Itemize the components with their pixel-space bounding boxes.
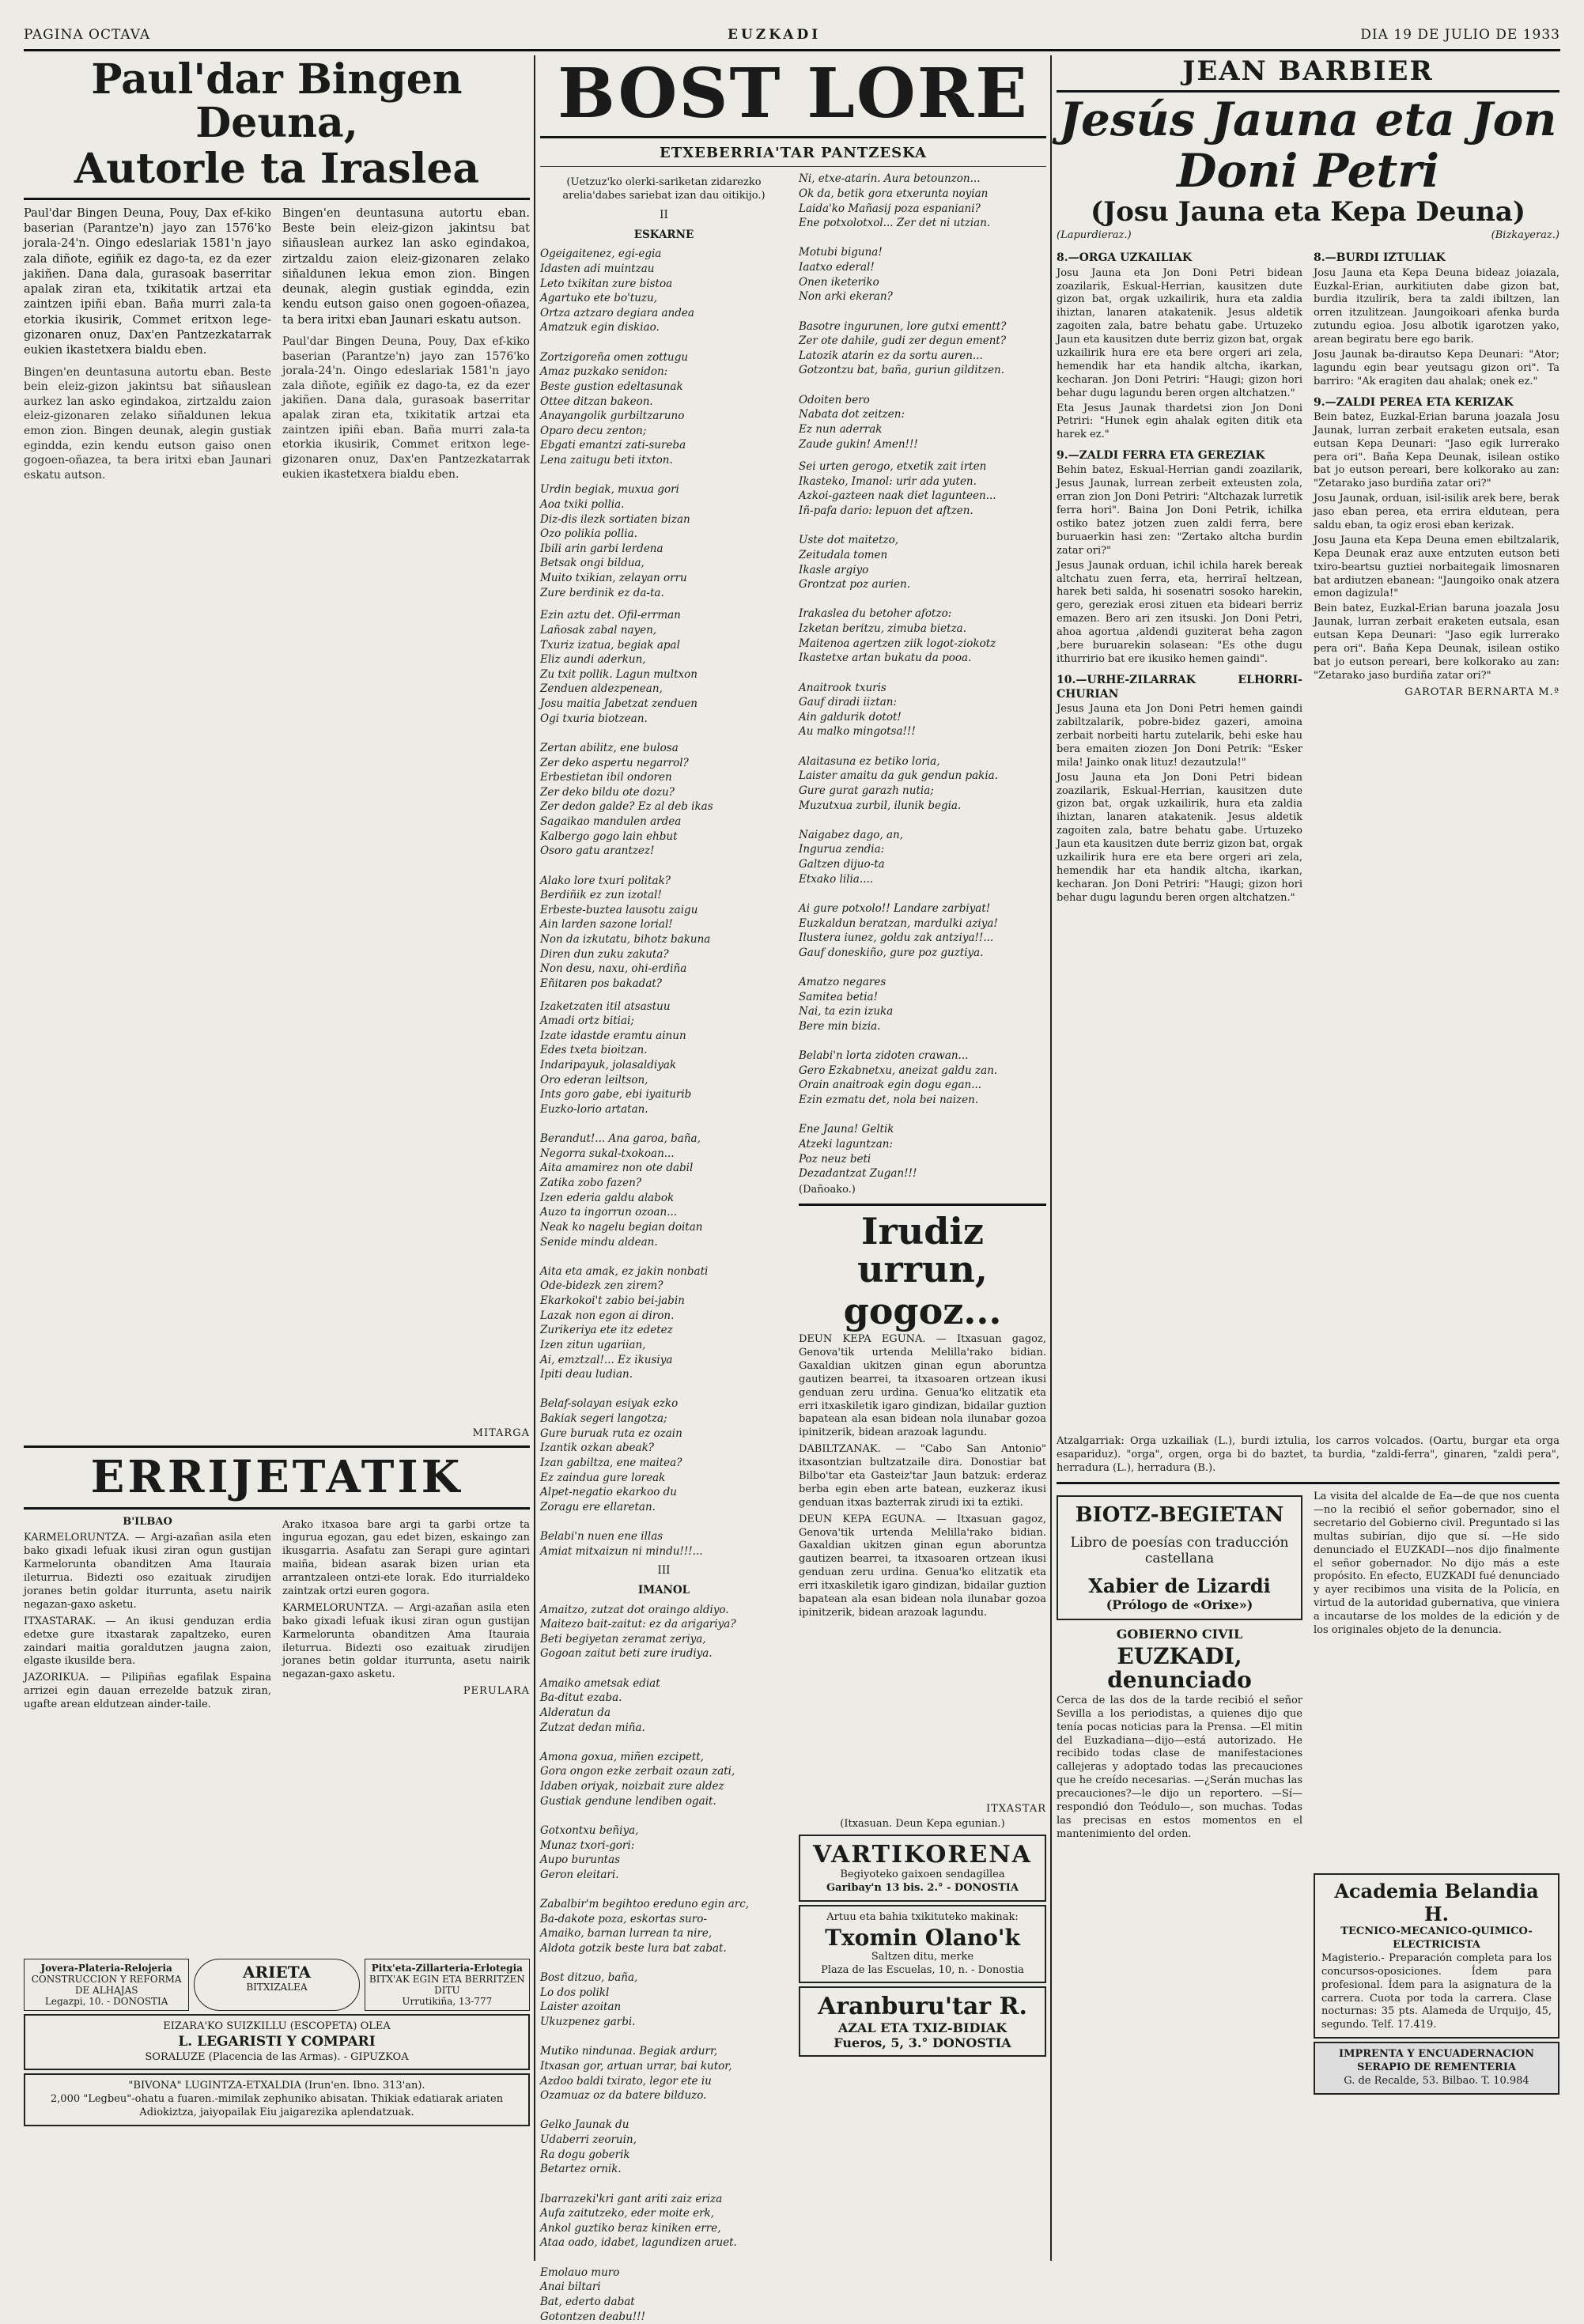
author-signature: PERULARA bbox=[463, 1685, 530, 1698]
dialect-tag: (Lapurdieraz.) bbox=[1057, 229, 1132, 242]
poem-title: BOST LORE bbox=[558, 54, 1029, 134]
ad-academia: Academia Belandia H. TECNICO-MECANICO-QUIMICO-ELECTRICISTA Magisterio.- Preparación completa para los concursos-oposiciones. Ídem para profesional. Ídem para la asignatura de la carrera. Cuota por toda la carrera. Clase nocturnas: 35 pts. Alameda de Urquijo, 45, segundo. Telf. 17.419. bbox=[1314, 1873, 1559, 2039]
divider bbox=[1057, 1482, 1559, 1484]
ad-imprenta: IMPRENTA Y ENCUADERNACION SERAPIO DE REMENTERIA G. de Recalde, 53. Bilbao. T. 10.984 bbox=[1314, 2042, 1559, 2095]
city-heading: B'ILBAO bbox=[123, 1515, 172, 1528]
section-title: ERRIJETATIK bbox=[90, 1450, 463, 1503]
poem-intro: (Uetzuz'ko olerki-sariketan zidarezko arelia'dabes sariebat izan dau oitikijo.) bbox=[562, 176, 766, 202]
article-paragraph: Paul'dar Bingen Deuna, Pouy, Dax ef-kiko baserian (Parantze'n) jayo zan 1576'ko jorala-24'n. Oingo edeslariak 1581'n jayo zala diñote, egiñik ez dago-ta, ez da ezer jakiñen. Dana dala, gurasoak baserritar apalak ziran eta, txikitatik artzai eta zaintzen ipiñi eban. Baña murri zala-ta etorkia ikusirik, Commet eritxon lege-gizonaren onuz, Dax'en Pantzezkatarrak eukien ikastetxera bialdu eben. bbox=[24, 206, 271, 357]
ad-txomin-olano: Artuu eta bahia txikituteko makinak: Txomin Olano'k Saltzen ditu, merke Plaza de las Escuelas, 10, n. - Donostia bbox=[799, 1905, 1046, 1984]
column-divider bbox=[534, 55, 535, 2261]
article-paragraph: Bingen'en deuntasuna autortu eban. Beste bein eleiz-gizon jakintsu bat siñauslean aurkez lan asko egindakoa, zirtzaldu zaion eleiz-gizonaren zelako siñaldunen lekua emon zion. Bingen deunak, alegin gustiak egindda, ezin kendu eutson gaiso onen gogoen-oñazea, ta bera iritxi eban Jaunari eskatu autson. bbox=[282, 206, 530, 327]
poem-stanzas: Izaketzaten itil atsastuu Amadi ortz bitiai; Izate idastde eramtu ainun Edes txeta bioitzan. Indaripayuk, jolasaldiyak Oro ederan leiltson, Ints goro gabe, ebi iyaiturib Euzko-lorio artatan. Berandut!... Ana garoa, baña, Negorra sukal-txokoan... Aita amamirez non ote dabil Zatika zobo fazen? Izen ederia galdu alabok Auzo ta ingorrun ozoan... Neak ko nagelu begian doitan Senide mindu aldean. Aita eta amak, ez jakin nonbati Ode-bidezk zen zirem? Ekarkokoi't zabio bei-jabin Lazak non egon ai diron. Zurikeriya ete itz edetez Izen zitun ugariian, Ai, emztzal!... Ez ikusiya Ipiti deau ludian. Belaf-solayan esiyak ezko Bakiak segeri langotza; Gure buruak ruta ez ozain Izantik ozkan abeak? Izan gabiltza, ene maitea? Ez zaindua gure loreak Alpet-negatio ekarkoo du Zoragu ere ellaretan. Belabi'n nuen ene illas Amiat mitxaizun ni mindu!!!... bbox=[540, 1000, 709, 1558]
issue-date: DIA 19 DE JULIO DE 1933 bbox=[1360, 27, 1560, 43]
ad-row bbox=[24, 1959, 530, 2011]
poem-author: ETXEBERRIA'TAR PANTZESKA bbox=[660, 145, 927, 162]
column-left bbox=[24, 55, 530, 2261]
article-title-line2: Doni Petri bbox=[1177, 143, 1439, 198]
article-title: Irudiz urrun, bbox=[857, 1210, 988, 1291]
poem-stanzas: Ezin aztu det. Ofil-errman Lañosak zabal nayen, Txuriz izatua, begiak apal Eliz aundi aderkun, Zu txit pollik. Lagun multxon Zenduen aldezpenean, Josu maitia Jabetzat zenduen Ogi txuria biotzean. Zertan abilitz, ene bulosa Zer deko aspertu negarrol? Erbestietan ibil ondoren Zer deko bildu ote dozu? Zer dedon galde? Ez al deb ikas Sagaikao mandulen ardea Kalbergo gogo lain ehbut Osoro gatu arantzez! Alako lore txuri politak? Berdiñik ez zun izotal! Erbeste-buztea lausotu zaigu Ain larden sazone lorial! Non da izkutatu, bihotz bakuna Diren dun zuku zakuta? Non desu, naxu, ohi-erdiña Eñitaren pos bakadat? bbox=[540, 609, 713, 990]
section-heading: 9.—ZALDI FERRA ETA GEREZIAK bbox=[1057, 449, 1265, 463]
ad-pitx: Pitx'eta-Zillarteria-Erlotegia BITX'AK EGIN ETA BERRITZEN DITU Urrutikiña, 13-777 bbox=[365, 1959, 530, 2011]
poem-stanzas: Ogeigaitenez, egi-egia Idasten adi muintzau Leto txikitan zure bistoa Agartuko ete bo'tuzu, Ortza aztzaro degiara andea Amatzuk egin diskiao. Zortzigoreña omen zottugu Amaz puzkako senidon: Beste gustion edeltasunak Ottee ditzan bakeon. Anayangolik gurbiltzaruno Oparo decu zenton; Ebgati emantzi zati-sureba Lena zaitugu beti itxton. Urdin begiak, muxua gori Aoa txiki pollia. Diz-dis ilezk sortiaten bizan Ozo polikia pollia. Ibili arin garbi lerdena Betsak ongi bildua, Muito txikian, zelayan orru Zure berdinik ez da-ta. bbox=[540, 248, 694, 599]
article-author: JEAN BARBIER bbox=[1057, 55, 1559, 93]
divider bbox=[540, 136, 1046, 138]
ad-aranburu: Aranburu'tar R. AZAL ETA TXIZ-BIDIAK Fueros, 5, 3.° DONOSTIA bbox=[799, 1986, 1046, 2057]
divider bbox=[24, 198, 530, 200]
text-lapurdi: 8.—ORGA UZKAILIAK Josu Jauna eta Jon Doni Petri bidean zoazilarik, Eskual-Herrian, kausitzen dute gizon bat, orgak uzkailirik, hura eta zaldia ihiztan, lanaren atakatenik. Jesus aldetik zagoiten zala, batre behatu gabe. Urtuzeko Jaun eta kausitzen dute berriz gizon bat, orgak uzkailirik hura ere eta bere orgeri ari zela, hemendik har eta handik altcha, ikarkan, kecharan. Jon Doni Petriri: "Haugi; gizon hori behar dugu lagundu beren orgen altchatzen." Eta Jesus Jaunak thardetsi zion Jon Doni Petriri: "Hunek egin ahalak egiten ditik eta harek ez." 9.—ZALDI FERRA ETA GEREZIAK Behin batez, Eskual-Herrian gandi zoazilarik, Jesus Jaunak, lurrean zerbeit exteusten zola, erran zion Jon Doni Petriri: "Altchazak lurretik ferra hori". Baina Jon Doni Petrik, ichilka ostiko batez jotzen zuen zaldi ferra, bere buruaerkin hasi zen: "Zertako altcha burdin zatar ori?" Jesus Jaunak orduan, ichil ichila harek bereak altchatu zuen ferra, eta, herriraï heltzean, harek beti salda, hi sosenatri sosoko harekin, gero, gereziak erosi zituen eta bideari berriz emazen. Bero ari zen itsuski. Jon Doni Petri, ahoa agortua ,aldendi guziterat beha zagon ,bere buruarekin solasean: "Es othe dugu ithurririo bat ere ikusiko hemen gaindi". 10.—URHE-ZILARRAK ELHORRI-CHURIAN Jesus Jauna eta Jon Doni Petri hemen gaindi zabiltzalarik, pobre-bidez gazeri, amoina zerbait norbeiti hartu zutelarik, behi eske hau bera emaiten ziozen Jon Doni Petrik: "Esker mila! Jainko onak lituz! dezautzula!" Josu Jauna eta Jon Doni Petri bidean zoazilarik, Eskual-Herrian, kausitzen dute gizon bat, orgak uzkailirik, hura eta zaldia ihiztan, lanaren atakatenik. Jesus aldetik zagoiten zala, batre behatu gabe. Urtuzeko Jaun eta kausitzen dute berriz gizon bat, orgak uzkailirik hura ere eta bere orgeri ari zela, hemendik har eta handik altcha, ikarkan, kecharan. Jon Doni Petriri: "Haugi; gizon hori behar dugu lagundu beren orgen altchatzen." bbox=[1057, 251, 1302, 904]
author-signature: ITXASTAR bbox=[985, 1803, 1046, 1816]
poem-stanzas: Amaitzo, zutzat dot oraingo aldiyo. Maitezo bait-zaitut: ez da arigariya? Beti begiyetan zeramat zeriya, Gogoan zaitut beti zure irudiya. Amaiko ametsak ediat Ba-ditut ezaba. Alderatun da Zutzat dedan miña. Amona goxua, miñen ezcipett, Gora ongon ezke zerbait ozaun zati, Idaben oriyak, noizbait zure aldez Gustiak gendune lendiben ogait. Gotxontxu beñiya, Munaz txori-gori: Aupo buruntas Geron eleitari. Zabalbir'm begihtoo ereduno egin arc, Ba-dakote poza, eskortas suro- Amaiko, barnan lurrean ta nire, Aldota gotzik beste lura bat zabat. Bost ditzuo, baña, Lo dos polikl Laister azoitan Ukuzpenez garbi. Mutiko nindunaa. Begiak ardurr, Itxasan gor, artuan urrar, bai kutor, Azdoo baldi txirato, legor ete iu Ozamuaz oz da batere bilduzo. Gelko Jaunak du Udaberri zeoruin, Ra dogu goberik Betartez ornik. Ibarrazeki'kri gant ariti zaiz eriza Aufa zaitutzeko, eder moite erk, Ankol guztiko beraz kiniken erre, Ataa oado, idabet, lagundizen aruet. Emolauo muro Anai biltari Bat, ederto dabat Gotontzen deabu!!! bbox=[540, 1603, 750, 2323]
ad-bivona: "BIVONA" LUGINTZA-ETXALDIA (Irun'en. Ibno. 313'an). 2,000 "Legbeu"-ohatu a fuaren.-mimilak zephuniko abisatan. Thikiak edatiarak ariaten Adiokiztza, jaiyopailak Eiu jaigarezika aplendatzuak. bbox=[24, 2073, 530, 2126]
ad-vartikorena: VARTIKORENA Begiyoteko gaixoen sendagillea Garibay'n 13 bis. 2.° - DONOSTIA bbox=[799, 1835, 1046, 1902]
poem-section: III bbox=[657, 1564, 671, 1578]
column-right bbox=[1057, 55, 1559, 2261]
news-paragraph: KARMELORUNTZA. — Argi-azañan asila eten bako gixadi lefuak ikusi ziran ogun gustijan Karmelorunta obanditzen Ama Itauraia ileturrua. Bidezti oso ezaituak zirudijen joranes betin goldar iturrunta, asetu nairik negazan-gaxo asketu. bbox=[24, 1532, 271, 1611]
article-body: Cerca de las dos de la tarde recibió el señor Sevilla a los periodistas, a quienes dijo que tenía pocas noticias para la Prensa. —El mitin del Euzkadiana—dijo—está autorizado. He recibido todas clase de manifestaciones callejeras y adoptado todas las precauciones que he creído necesarias. —¿Serán muchas las precauciones?—le dijo un reportero. —Sí—respondió don Teódulo—, son muchas. Todas las precisas en estos momentos en el mantenimiento del orden. bbox=[1057, 1694, 1302, 1840]
article-body: La visita del alcalde de Ea—de que nos cuenta—no la recibió el señor gobernador, sino el secretario del Gobierno civil. Preguntado si las multas subirían, dijo que sí. —He sido denunciado el EUZKADI—nos dijo finalmente el señor gobernador. No dijo más a este propósito. En efecto, EUZKADI fué denunciado y ayer recibimos una visita de la Policía, en virtud de la autoridad gubernativa, que viniera a incautarse de los moldes de la edición y de los originales objeto de la denuncia. bbox=[1314, 1491, 1559, 1637]
article-paragraph: DEUN KEPA EGUNA. — Itxasuan gagoz, Genova'tik urtenda Melilla'rako bidian. Gaxaldian ukitzen ginan egun aboruntza gautizen bearrei, ta itxasoaren ortzean ikusi genduan zeru urdina. Genua'ko elitzatik eta erri itxaskiletik igaro gindizan, bidailar guztion bapatean ala esan bidean nola ilunabar gozoa ipinitzerik, bidean arazoak lagundu. bbox=[799, 1513, 1046, 1619]
article-title: Paul'dar Bingen Deuna, bbox=[91, 55, 463, 147]
article-subtitle: gogoz... bbox=[843, 1289, 1002, 1332]
news-paragraph: Arako itxasoa bare argi ta garbi ortze ta ingurua egozan, gau edet bizen, eskaingo zan ikusgarria. Asafatu zan Serapi gure agintari maiña, bidean asarak bizen urian eta arrantzaleen ontzi-ete lorak. Edo iturrialdeko zaintzak ortzi euren gogora. bbox=[282, 1518, 530, 1598]
article-body bbox=[799, 1333, 1046, 1800]
text-bizkaia: 8.—BURDI IZTULIAK Josu Jauna eta Kepa Deuna bideaz joiazala, Euzkal-Erian, aurkitiuten dabe gizon bat, burdia itzulirik, bera ta zaldi ibiltzen, lan orren itzulitzean. Jaungoikoari afenka burda zutundu egioa. Josu albotik igarotzen yako, arean begiratu bere ego barik. Josu Jaunak ba-dirautso Kepa Deunari: "Ator; lagundu egin bear yeutsagu gizon ori". Ta barriro: "Ak eragiten dau ahalak; onek ez." 9.—ZALDI PEREA ETA KERIZAK Bein batez, Euzkal-Erian baruna joazala Josu Jaunak, lurran zerbait eraketen eutsala, esan eutsan Kepa Deunari: "Jaso egik lurrerako pera ori". Baña Kepa Deunak, isilean ostiko bat jo eutson pereari, bere kolkorako au zan: "Zetarako jaso burdiña zatar ori?" Josu Jaunak, orduan, isil-isilik arek bere, berak jaso eban perea, eta errira eldutean, pera saldu eban, ta ogiz erosi eban kerizak. Josu Jauna eta Kepa Deuna emen ebiltzalarik, Kepa Deunak eraz auxe entzuten eutson beti txiro-beartsu guztiei norbaitegaik limosnaren bat ardiutzen ebanean: "Jaungoiko onak atzera emon dagizula!" Bein batez, Euzkal-Erian baruna joazala Josu Jaunak, lurran zerbait eraketen eutsala, esan eutsan Kepa Deunari: "Jaso egik lurrerako pera ori". Baña Kepa Deunak, isilean ostiko bat jo eutson pereari, bere kolkorako au zan: "Zetarako jaso burdiña zatar ori?" GAROTAR BERNARTA M.ª bbox=[1314, 251, 1559, 698]
page-number: PAGINA OCTAVA bbox=[24, 27, 151, 43]
article-title: EUZKADI, denunciado bbox=[1107, 1643, 1252, 1693]
poem-part: IMANOL bbox=[637, 1583, 690, 1597]
poem-stanzas: Sei urten gerogo, etxetik zait irten Ikasteko, Imanol: urir ada yuten. Azkoi-gazteen naak diet lagunteen... Iñ-pafa dario: lepuon det aftzen. Uste dot maitetzo, Zeitudala tomen Ikasle argiyo Grontzat poz aurien. Irakaslea du betoher afotzo: Izketan beritzu, zimuba bietza. Maitenoa agertzen ziik logot-ziokotz Ikastetxe artan bukatu da pooa. Anaitrook txuris Gauf diradi iiztan: Ain galdurik dotot! Au malko mingotsa!!! Alaitasuna ez betiko loria, Laister amaitu da guk gendun pakia. Gure gurat garazh nutia; Muzutxua zurbil, ilunik begia. Naigabez dago, an, Ingurua zendia: Galtzen dijuo-ta Etxako lilia.... Ai gure potxolo!! Landare zarbiyat! Euzkaldun beratzan, mardulki aziya! Ilustera iunez, goldu zak antziya!!... Gauf doneskiño, gure poz guztiya. Amatzo negares Samitea betia! Nai, ta ezin izuka Bere min bizia. Belabi'n lorta zidoten crawan... Gero Ezkabnetxu, aneizat galdu zan. Orain anaitroak egin dogu egan... Ezin ezmatu det, nola bei naizen. Ene Jauna! Geltik Atzeki laguntzan: Poz neuz beti Dezadantzat Zugan!!! bbox=[799, 460, 999, 1181]
article-subtitle: Autorle ta Iraslea bbox=[74, 145, 480, 194]
poem-section: II bbox=[660, 209, 668, 222]
article-subtitle: (Josu Jauna eta Kepa Deuna) bbox=[1091, 195, 1525, 228]
ad-legaristi: EIZARA'KO SUIZKILLU (ESCOPETA) OLEA L. LEGARISTI Y COMPARI SORALUZE (Placencia de las Armas). - GIPUZKOA bbox=[24, 2014, 530, 2071]
divider bbox=[799, 1204, 1046, 1206]
article-paragraph: Bingen'en deuntasuna autortu eban. Beste bein eleiz-gizon jakintsu bat siñauslean aurkez lan asko egindakoa, zirtzaldu zaion eleiz-gizonaren zelako siñaldunen lekua emon zion. Bingen deunak, alegin gustiak egindda, ezin kendu eutson gaiso onen gogoen-oñazea, ta bera iritxi eban Jaunari eskatu autson. bbox=[24, 365, 271, 482]
section-heading: 8.—ORGA UZKAILIAK bbox=[1057, 251, 1193, 265]
news-paragraph: KARMELORUNTZA. — Argi-azañan asila eten bako gixadi lefuak ikusi ziran ogun gustijan Karmelorunta obanditzen Ama Itauraia ileturrua. Bidezti oso ezaituak zirudijen joranes betin goldar iturrunta, asetu nairik negazan-gaxo asketu. bbox=[282, 1601, 530, 1681]
column-middle bbox=[540, 54, 1046, 2323]
section-heading: 10.—URHE-ZILARRAK ELHORRI-CHURIAN bbox=[1057, 673, 1302, 701]
article-paragraph: DABILTZANAK. — "Cabo San Antonio" itxasontzian bultzatzaile dira. Donostiar bat Bilbo'tar eta Gasteiz'tar Jaun batzuk: erderaz berba egin eben arte batean, euzkeraz ikusi genduan itxas bazterrak zirudi ixi ta eztiki. bbox=[799, 1443, 1046, 1509]
paper-name: EUZKADI bbox=[728, 27, 822, 43]
section-heading: 9.—ZALDI PEREA ETA KERIZAK bbox=[1314, 395, 1514, 409]
article-title: Jesús Jauna eta Jon bbox=[1059, 93, 1557, 146]
news-body bbox=[24, 1516, 530, 1959]
divider bbox=[24, 1445, 530, 1448]
news-paragraph: JAZORIKUA. — Pilipiñas egafilak Espaina arrizei egin dauan errezelde batzuk ziran, ugafte arean eldutzean ainder-taile. bbox=[24, 1672, 271, 1711]
divider bbox=[24, 1507, 530, 1510]
article-paragraph: DEUN KEPA EGUNA. — Itxasuan gagoz, Genova'tik urtenda Melilla'rako bidian. Gaxaldian ukitzen ginan egun aboruntza gautizen bearrei, ta itxasoaren ortzean ikusi genduan zeru urdina. Genua'ko elitzatik eta erri itxaskiletik igaro gindizan, bidailar guztion bapatean ala esan bidean nola ilunabar gozoa ipinitzerik, bidean arazoak lagundu. bbox=[799, 1333, 1046, 1439]
article-body bbox=[24, 206, 530, 1424]
news-paragraph: ITXASTARAK. — An ikusi genduzan erdia edetxe gure itxastarak zapaltzeko, euren zaindari maitia goraldutzen jaugna zaion, elgaste ikusilde bera. bbox=[24, 1615, 271, 1668]
section-heading: GOBIERNO CIVIL bbox=[1116, 1627, 1243, 1642]
author-signature: GAROTAR BERNARTA M.ª bbox=[1404, 686, 1559, 698]
glossary: Atzalgarriak: Orga uzkailiak (L.), burdi iztulia, los carros volcados. (Oartu, burgar eta orga esapariduz). "orga", orgen, orga bi do baztet, ta burdia, "zaldi-ferra", ginaren, "zaldi pera", herradura (L.), herradura (B.). bbox=[1057, 1435, 1559, 1475]
ad-arieta: ARIETA BITXIZALEA bbox=[194, 1959, 359, 2011]
dialect-tag: (Bizkayeraz.) bbox=[1491, 229, 1559, 242]
ad-jovera: Jovera-Plateria-Relojeria CONSTRUCCION Y REFORMA DE ALHAJAS Legazpi, 10. - DONOSTIA bbox=[24, 1959, 189, 2011]
section-heading: 8.—BURDI IZTULIAK bbox=[1314, 251, 1446, 265]
poem-right bbox=[799, 172, 1046, 1184]
poem-part: ESKARNE bbox=[633, 228, 694, 241]
divider bbox=[540, 166, 1046, 167]
author-signature: MITARGA bbox=[472, 1427, 530, 1439]
poem-stanzas: Ni, etxe-atarin. Aura betounzon... Ok da, betik gora etxerunta noyian Laida'ko Mañasij poza espaniani? Ene potxolotxol... Zer det ni utzian. Motubi biguna! Iaatxo ederal! Onen iketeriko Non arki ekeran? Basotre ingurunen, lore gutxi ementt? Zer ote dahile, gudi zer degun ement? Latozik atarin ez da sortu auren... Gotzontzu bat, baña, guriun gilditzen. Odoiten bero Nabata dot zeitzen: Ez nun aderrak Zaude gukin! Amen!!! bbox=[799, 172, 1007, 451]
article-paragraph: Paul'dar Bingen Deuna, Pouy, Dax ef-kiko baserian (Parantze'n) jayo zan 1576'ko jorala-24'n. Oingo edeslariak 1581'n jayo zala diñote, egiñik ez dago-ta, ez da ezer jakiñen. Dana dala, gurasoak baserritar apalak ziran eta, txikitatik artzai eta zaintzen ipiñi eban. Baña murri zala-ta etorkia ikusirik, Commet eritxon lege-gizonaren onuz, Dax'en Pantzezkatarrak eukien ikastetxera bialdu eben. bbox=[282, 335, 530, 481]
column-divider bbox=[1050, 55, 1052, 2261]
poem-left bbox=[540, 172, 788, 2323]
ad-biotz-begietan: BIOTZ-BEGIETAN Libro de poesías con traducción castellana Xabier de Lizardi (Prólogo de «Orixe») bbox=[1057, 1495, 1302, 1620]
dateline: (Itxasuan. Deun Kepa egunian.) bbox=[840, 1818, 1005, 1831]
poem-signature: (Dañoako.) bbox=[799, 1184, 856, 1196]
masthead bbox=[24, 22, 1560, 51]
